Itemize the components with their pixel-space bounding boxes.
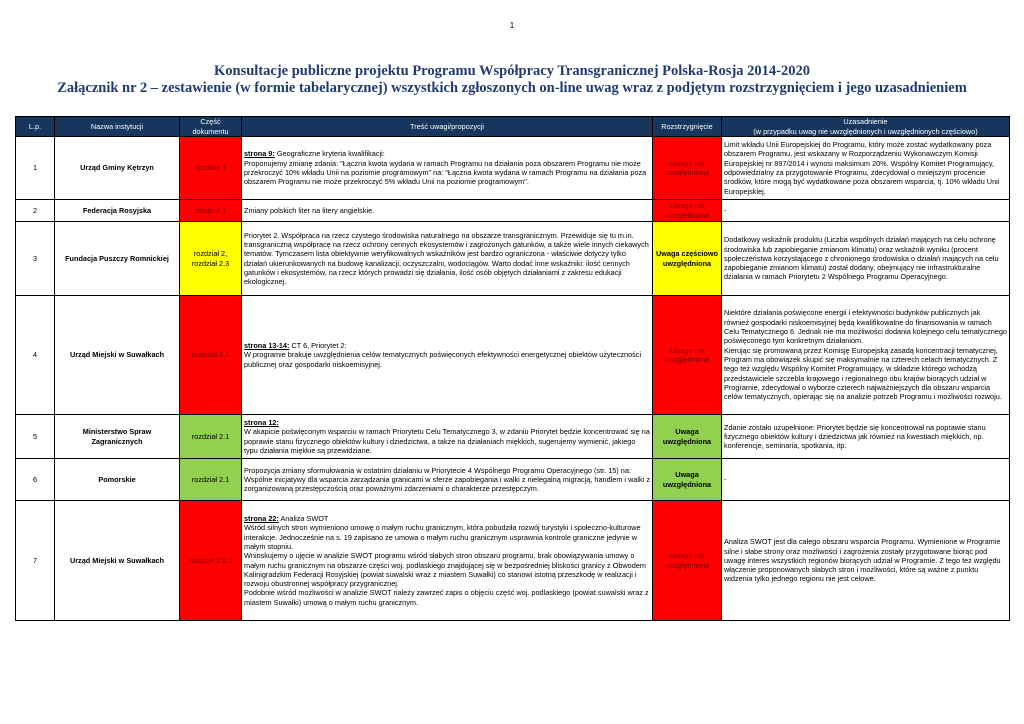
- row-justification-text-2: Kierując się promowaną przez Komisję Europejską zasadą koncentracji tematycznej, Program ma obowiązek skupić się maksymalnie na czterech celach tematycznych. Z tego też względu Wspólny Komitet Programujący, w składzie którego wchodzą przedstawiciele szczebla krajowego i regionalnego obu krajów biorących udział w Programie, zdecydował o wyborze czterech najważniejszych dla obszaru wsparcia celów tematycznych, opierając się na analizie potrzeb Programu i możliwości rozwoju.: [724, 345, 1002, 402]
- row-content: Propozycja zmiany sformułowania w ostatnim działaniu w Priorytecie 4 Wspólnego Programu Operacyjnego (str. 15) na: Wspólne inicjatywy dla wsparcia zarządzania granicami w sferze zapobiegania i walki z nielegalną migracją, handlem i walki z zorganizowaną przestępczością oraz poważnymi zdarzeniami o charakterze przestępczym.: [242, 459, 653, 501]
- row-content: Priorytet 2. Współpraca na rzecz czystego środowiska naturalnego na obszarze transgranicznym. Przewiduje się tu m.in. transgraniczną współpracę na rzecz ochrony cennych ekosystemów i zagrożonych gatunków, a także wiele innych ciekawych tematów. Tymczasem lista obiektywnie weryfikowalnych wskaźników jest bardzo ograniczona - właściwie dotyczy tylko działań ukierunkowanych na budowę kanalizacji, oczyszczalni, wodociągów. Warto dodać inne wskaźniki: ilość cennych gatunków i ekosystemów, na rzecz których prowadzi się działania, ilość osób objętych działaniami z zakresu edukacji ekologicznej.: [242, 222, 653, 296]
- table-row: [16, 296, 1010, 415]
- row-institution: Ministerstwo Spraw Zagranicznych: [55, 415, 180, 459]
- table-row: [16, 200, 1010, 222]
- row-part: rozdział 2, rozdział 2.3: [180, 222, 242, 296]
- row-justification: Dodatkowy wskaźnik produktu (Liczba wspólnych działań mających na celu ochronę środowiska lub zapobieganie zmianom klimatu) oraz wskaźnik wyniku (procent społeczeństwa korzystającego z chronionego środowiska o działań mających na celu zapobieganie zmianom klimatu) został dodany, obejmujący nie infrastrukturalne działania w ramach Priorytetu 2 Wspólnego Programu Operacyjnego.: [722, 222, 1010, 296]
- header-justification: [722, 117, 1010, 137]
- row-content: [242, 137, 653, 200]
- row-lp: 1: [16, 137, 55, 200]
- row-lp: 5: [16, 415, 55, 459]
- row-decision: Uwaga uwzględniona: [653, 415, 722, 459]
- row-content-text-2: Wnioskujemy o ujęcie w analizie SWOT programu wśród słabych stron obszaru programu, brak obowiązywania umowy o małym ruchu granicznym na obszarze części woj. podlaskiego znajdującej się w bezpośredniej bliskości granicy z Obwodem Kalinigradzkim Federacji Rosyjskiej (powiat suwalski wraz z miastem Suwałki) co stanowi istotną przeszkodę w realizacji i rozwoju obustronnej współpracy przygranicznej.: [244, 551, 646, 589]
- row-decision: Uwaga nie uwzględniona: [653, 137, 722, 200]
- row-content-heading: strona 22:: [244, 513, 279, 523]
- header-institution: Nazwa instytucji: [55, 117, 180, 137]
- header-justification-line1: Uzasadnienie: [843, 117, 888, 127]
- row-part: rozdział 2.1: [180, 415, 242, 459]
- row-content-heading-rest: CT 6, Priorytet 2:: [289, 341, 347, 350]
- row-part: rozdział 2.1: [180, 459, 242, 501]
- row-content-heading: strona 13-14:: [244, 341, 290, 350]
- row-justification-text: Niektóre działania poświęcone energii i efektywności budynków publicznych jak również gospodarki niskoemisyjnej będą kwalifikowalne do finansowania w ramach Celu Tematycznego 6. Jednak nie ma możliwości dodania kolejnego celu tematycznego poświęconego tym konkretnym działaniom.: [724, 308, 1007, 346]
- row-content-text: Proponujemy zmianę zdania: "Łączna kwota wydana w ramach Programu na działania poza obszarem Programu nie może przekroczyć 10% wkładu Unii na poziomie programowym" na: "Łączna kwota wydana w ramach Programu na działania poza obszarem Programu nie może przekroczyć 5% wkładu Unii na poziomie programowym".: [244, 158, 647, 187]
- row-justification: [722, 296, 1010, 415]
- header-part-line2: dokumentu: [192, 126, 229, 136]
- row-content: [242, 501, 653, 621]
- row-decision: Uwaga nie uwzględniona: [653, 296, 722, 415]
- header-content: Treść uwagi/propozycji: [242, 117, 653, 137]
- row-part: rozdział 2.2.1: [180, 501, 242, 621]
- row-decision: Uwaga uwzględniona: [653, 459, 722, 501]
- row-institution: Fundacja Puszczy Romnickiej: [55, 222, 180, 296]
- row-decision: Uwaga nie uwzględniona: [653, 200, 722, 222]
- header-part: [180, 117, 242, 137]
- row-content-heading: strona 12:: [244, 417, 279, 427]
- row-institution: Pomorskie: [55, 459, 180, 501]
- row-decision: Uwaga nie uwzględniona: [653, 501, 722, 621]
- row-justification: Analiza SWOT jest dla całego obszaru wsparcia Programu. Wymienione w Programie silne i słabe strony oraz możliwości i zagrożenia zostały przygotowane biorąc pod uwagę interes wszystkich regionów biorących udział w Programie. Z tego też względu włączenie proponowanych słabych stron i możliwości, które są ważne z punktu widzenia tylko jednego regionu nie jest celowe.: [722, 501, 1010, 621]
- row-lp: 3: [16, 222, 55, 296]
- row-justification: Zdanie zostało uzupełnione: Priorytet będzie się koncentrował na poprawie stanu fizycznego obiektów kultury i dziedzictwa jak również na kwestiach miękkich, np. konferencje, seminaria, spotkania, itp.: [722, 415, 1010, 459]
- document-title: Konsultacje publiczne projektu Programu Współpracy Transgranicznej Polska-Rosja 2014-2020: [214, 63, 810, 79]
- row-part: rozdział 2.1: [180, 296, 242, 415]
- row-institution: Urząd Gminy Kętrzyn: [55, 137, 180, 200]
- comments-table: [15, 116, 1010, 621]
- row-institution: Federacja Rosyjska: [55, 200, 180, 222]
- document-subtitle: Załącznik nr 2 – zestawienie (w formie tabelarycznej) wszystkich zgłoszonych on-line uwag wraz z podjętym rozstrzygnięciem i jego uzasadnieniem: [57, 80, 967, 96]
- row-content-heading-rest: Geograficzne kryteria kwalifikacji:: [274, 149, 385, 159]
- row-content-text-3: Podobnie wśród możliwości w analizie SWOT należy zawrzeć zapis o objęciu część woj. podlaskiego (powiat suwalski wraz z miastem Suwałki) umową o małym ruchu granicznym.: [244, 588, 649, 607]
- table-row: [16, 501, 1010, 621]
- row-lp: 4: [16, 296, 55, 415]
- row-decision: Uwaga częściowo uwzględniona: [653, 222, 722, 296]
- page-number: 1: [509, 21, 515, 30]
- row-part: rozdział 1: [180, 137, 242, 200]
- row-content: [242, 296, 653, 415]
- table-row: [16, 459, 1010, 501]
- row-justification: -: [722, 459, 1010, 501]
- table-row: [16, 222, 1010, 296]
- header-part-line1: Część: [200, 117, 221, 127]
- row-content-text: W akapicie poświęconym wsparciu w ramach Priorytetu Celu Tematycznego 3, w zdaniu Priorytet będzie koncentrować się na poprawie stanu fizycznego obiektów kultury i dziedzictwa, a także na działaniach miękkich, sugerujemy wymienić, jakiego typu działania miękkie są przewidziane.: [244, 427, 650, 455]
- table-row: [16, 415, 1010, 459]
- row-justification: -: [722, 200, 1010, 222]
- row-part: rozdział 1: [180, 200, 242, 222]
- header-decision: Rozstrzygnięcie: [653, 117, 722, 137]
- row-justification: Limit wkładu Unii Europejskiej do Programu, który może zostać wydatkowany poza obszarem Programu, jest wskazany w Rozporządzeniu Wykonawczym Komisji Europejskiej nr 897/2014 i wynosi maksimum 20%. Wspólny Komitet Programujący, odpowiedzialny za przygotowanie Programu, zdecydował o mniejszym procencie środków, które mogą być wydatkowane poza obszarem wsparcia, tj. 10% wkładu Unii Europejskiej.: [722, 137, 1010, 200]
- header-lp: L.p.: [16, 117, 55, 137]
- row-lp: 2: [16, 200, 55, 222]
- row-content-text: Wśród silnych stron wymieniono umowę o małym ruchu granicznym, która pobudziła rozwój turystyki i społeczno-kulturowe interakcje. Jednocześnie na s. 19 zapisano że umowa o małym ruchu granicznym usprawnia kontrole graniczne jedynie w małym stopniu.: [244, 523, 641, 551]
- row-lp: 7: [16, 501, 55, 621]
- row-institution: Urząd Miejski w Suwałkach: [55, 501, 180, 621]
- row-content-heading: strona 9:: [244, 149, 275, 159]
- row-content: [242, 415, 653, 459]
- row-content-text: W programie brakuje uwzględnienia celów tematycznych poświęconych efektywności energetycznej obiektów użyteczności publicznej oraz gospodarki niskoemisyjnej.: [244, 350, 642, 369]
- row-lp: 6: [16, 459, 55, 501]
- row-institution: Urząd Miejski w Suwałkach: [55, 296, 180, 415]
- table-header-row: [16, 117, 1010, 137]
- row-content-heading-rest: Analiza SWOT: [278, 513, 329, 523]
- table-row: [16, 137, 1010, 200]
- row-content: Zmiany polskich liter na litery angielskie.: [242, 200, 653, 222]
- header-justification-line2: (w przypadku uwag nie uwzględnionych i uwzględnionych częściowo): [753, 126, 978, 136]
